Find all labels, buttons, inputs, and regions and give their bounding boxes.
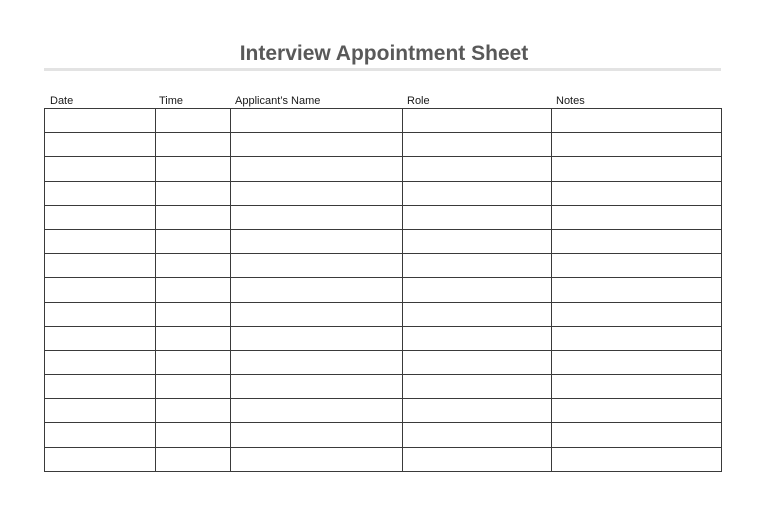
applicant-name-cell[interactable] bbox=[231, 229, 403, 253]
applicant-name-cell[interactable] bbox=[231, 447, 403, 471]
role-cell[interactable] bbox=[403, 302, 552, 326]
notes-cell[interactable] bbox=[552, 157, 722, 181]
notes-cell[interactable] bbox=[552, 278, 722, 302]
notes-cell[interactable] bbox=[552, 375, 722, 399]
role-cell[interactable] bbox=[403, 350, 552, 374]
table-row bbox=[45, 375, 722, 399]
date-cell[interactable] bbox=[45, 375, 156, 399]
applicant-name-cell[interactable] bbox=[231, 302, 403, 326]
role-cell[interactable] bbox=[403, 423, 552, 447]
table-row bbox=[45, 181, 722, 205]
role-cell[interactable] bbox=[403, 205, 552, 229]
applicant-name-cell[interactable] bbox=[231, 375, 403, 399]
applicant-name-cell[interactable] bbox=[231, 278, 403, 302]
table-row bbox=[45, 278, 722, 302]
time-cell[interactable] bbox=[156, 350, 231, 374]
notes-cell[interactable] bbox=[552, 423, 722, 447]
table-row bbox=[45, 205, 722, 229]
time-cell[interactable] bbox=[156, 423, 231, 447]
date-cell[interactable] bbox=[45, 302, 156, 326]
column-header-role: Role bbox=[407, 95, 430, 107]
date-cell[interactable] bbox=[45, 278, 156, 302]
date-cell[interactable] bbox=[45, 423, 156, 447]
table-row bbox=[45, 423, 722, 447]
table-row bbox=[45, 109, 722, 133]
notes-cell[interactable] bbox=[552, 181, 722, 205]
date-cell[interactable] bbox=[45, 157, 156, 181]
applicant-name-cell[interactable] bbox=[231, 157, 403, 181]
role-cell[interactable] bbox=[403, 133, 552, 157]
table-row bbox=[45, 254, 722, 278]
applicant-name-cell[interactable] bbox=[231, 109, 403, 133]
time-cell[interactable] bbox=[156, 447, 231, 471]
appointment-table-body bbox=[45, 109, 722, 472]
applicant-name-cell[interactable] bbox=[231, 399, 403, 423]
date-cell[interactable] bbox=[45, 350, 156, 374]
role-cell[interactable] bbox=[403, 326, 552, 350]
notes-cell[interactable] bbox=[552, 229, 722, 253]
date-cell[interactable] bbox=[45, 181, 156, 205]
role-cell[interactable] bbox=[403, 181, 552, 205]
time-cell[interactable] bbox=[156, 205, 231, 229]
notes-cell[interactable] bbox=[552, 254, 722, 278]
applicant-name-cell[interactable] bbox=[231, 350, 403, 374]
column-header-applicant-name: Applicant’s Name bbox=[235, 95, 321, 107]
time-cell[interactable] bbox=[156, 302, 231, 326]
role-cell[interactable] bbox=[403, 375, 552, 399]
appointment-table bbox=[44, 108, 722, 472]
table-row bbox=[45, 157, 722, 181]
time-cell[interactable] bbox=[156, 375, 231, 399]
notes-cell[interactable] bbox=[552, 399, 722, 423]
table-row bbox=[45, 326, 722, 350]
time-cell[interactable] bbox=[156, 326, 231, 350]
date-cell[interactable] bbox=[45, 205, 156, 229]
notes-cell[interactable] bbox=[552, 205, 722, 229]
date-cell[interactable] bbox=[45, 133, 156, 157]
date-cell[interactable] bbox=[45, 229, 156, 253]
title-divider bbox=[44, 68, 721, 71]
date-cell[interactable] bbox=[45, 326, 156, 350]
role-cell[interactable] bbox=[403, 109, 552, 133]
date-cell[interactable] bbox=[45, 254, 156, 278]
notes-cell[interactable] bbox=[552, 447, 722, 471]
table-row bbox=[45, 399, 722, 423]
notes-cell[interactable] bbox=[552, 350, 722, 374]
time-cell[interactable] bbox=[156, 109, 231, 133]
role-cell[interactable] bbox=[403, 229, 552, 253]
applicant-name-cell[interactable] bbox=[231, 205, 403, 229]
column-header-time: Time bbox=[159, 95, 184, 107]
time-cell[interactable] bbox=[156, 133, 231, 157]
applicant-name-cell[interactable] bbox=[231, 254, 403, 278]
notes-cell[interactable] bbox=[552, 326, 722, 350]
time-cell[interactable] bbox=[156, 157, 231, 181]
applicant-name-cell[interactable] bbox=[231, 423, 403, 447]
column-header-notes: Notes bbox=[556, 95, 585, 107]
table-row bbox=[45, 350, 722, 374]
date-cell[interactable] bbox=[45, 447, 156, 471]
role-cell[interactable] bbox=[403, 278, 552, 302]
role-cell[interactable] bbox=[403, 254, 552, 278]
table-row bbox=[45, 229, 722, 253]
notes-cell[interactable] bbox=[552, 109, 722, 133]
time-cell[interactable] bbox=[156, 254, 231, 278]
date-cell[interactable] bbox=[45, 109, 156, 133]
applicant-name-cell[interactable] bbox=[231, 181, 403, 205]
date-cell[interactable] bbox=[45, 399, 156, 423]
role-cell[interactable] bbox=[403, 447, 552, 471]
time-cell[interactable] bbox=[156, 229, 231, 253]
role-cell[interactable] bbox=[403, 157, 552, 181]
table-row bbox=[45, 447, 722, 471]
applicant-name-cell[interactable] bbox=[231, 326, 403, 350]
table-header bbox=[44, 94, 721, 108]
time-cell[interactable] bbox=[156, 278, 231, 302]
table-row bbox=[45, 133, 722, 157]
notes-cell[interactable] bbox=[552, 133, 722, 157]
column-header-date: Date bbox=[50, 95, 74, 107]
role-cell[interactable] bbox=[403, 399, 552, 423]
applicant-name-cell[interactable] bbox=[231, 133, 403, 157]
page-title: Interview Appointment Sheet bbox=[239, 42, 529, 65]
table-row bbox=[45, 302, 722, 326]
notes-cell[interactable] bbox=[552, 302, 722, 326]
time-cell[interactable] bbox=[156, 181, 231, 205]
time-cell[interactable] bbox=[156, 399, 231, 423]
